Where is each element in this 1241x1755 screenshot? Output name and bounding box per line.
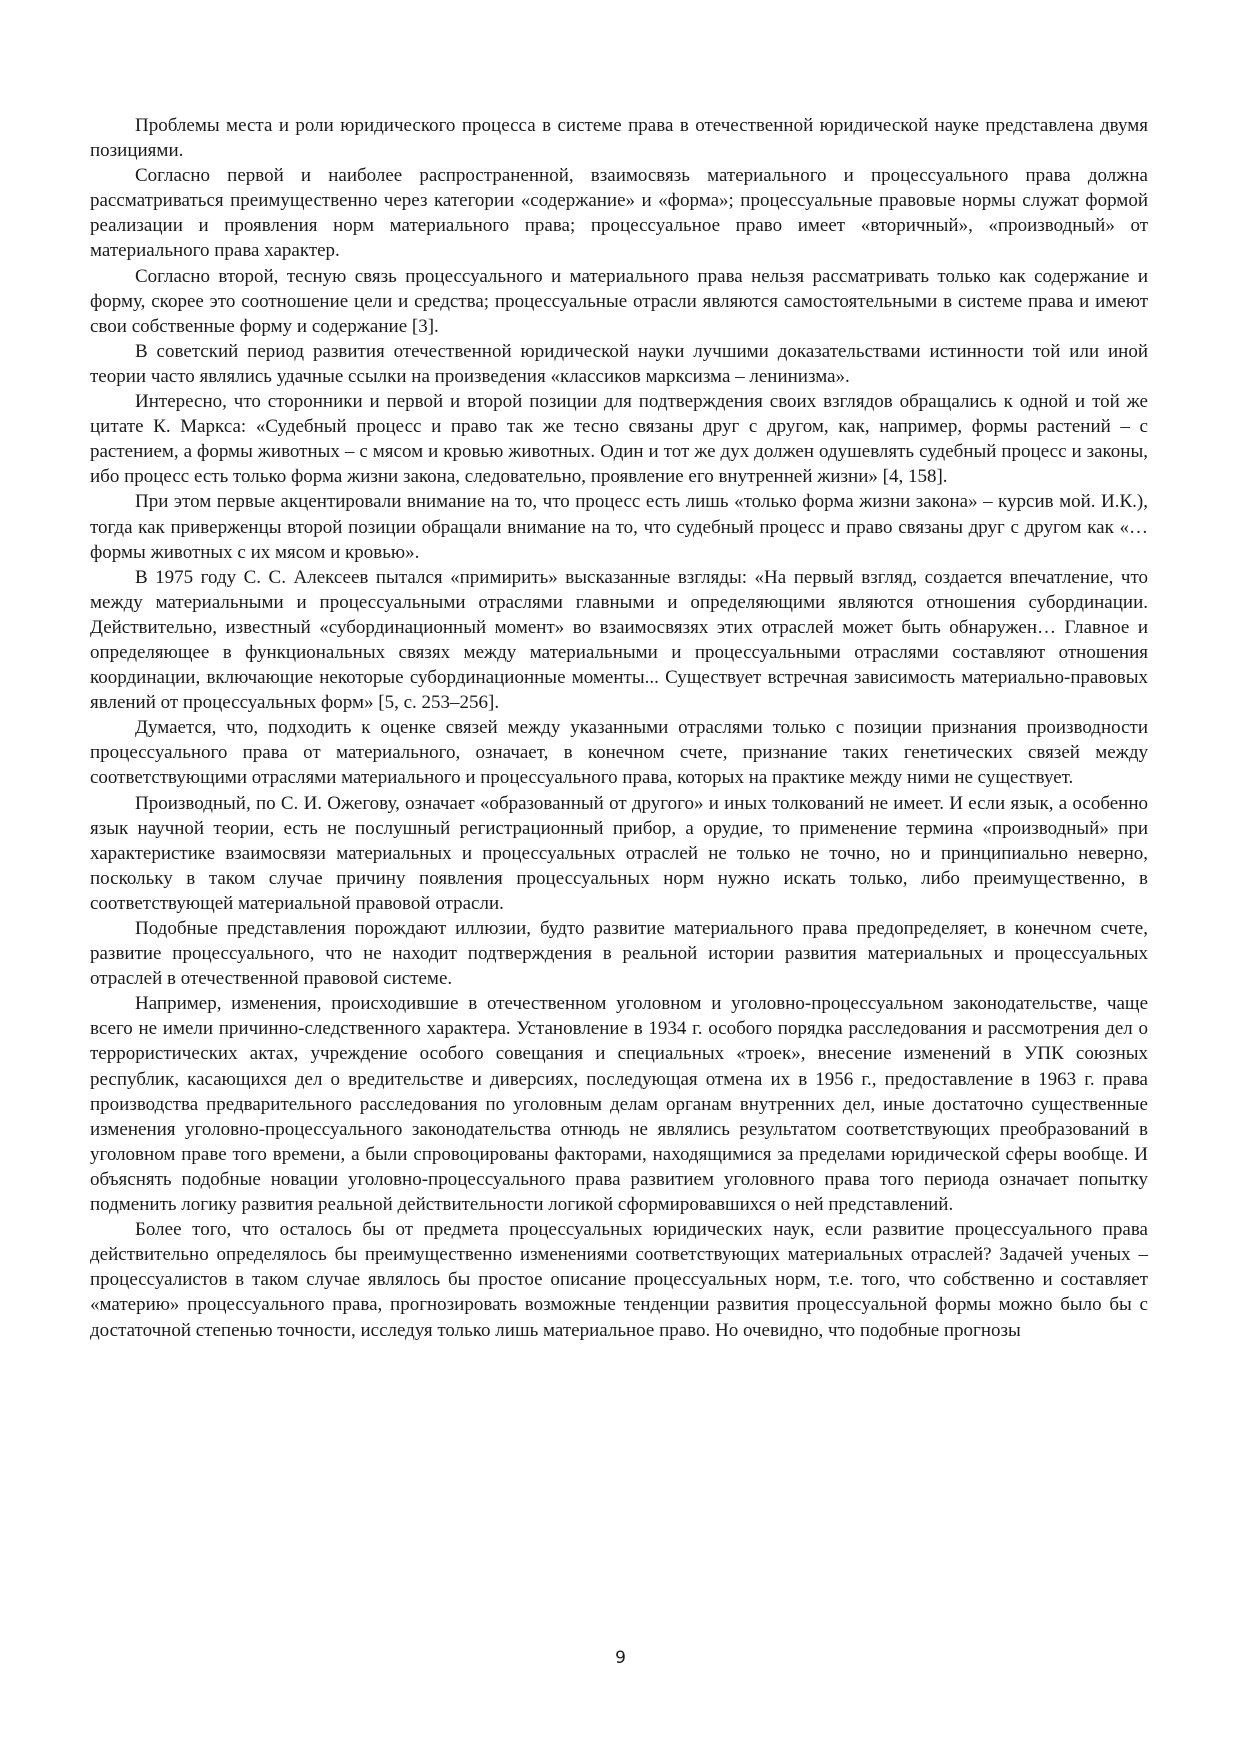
paragraph-11: Например, изменения, происходившие в отечественном уголовном и уголовно-процессуальном законодательстве, чаще всего не имели причинно-следственного характера. Установление в 1934 г. особого порядка расследования и рассмотрения дел о террористических актах, учреждение особого совещания и специальных «троек», внесение изменений в УПК союзных республик, касающихся дел о вредительстве и диверсиях, последующая отмена их в 1956 г., предоставление в 1963 г. права производства предварительного расследования по уголовным делам органам внутренних дел, иные достаточно существенные изменения уголовно-процессуального законодательства отнюдь не являлись результатом соответствующих преобразований в уголовном праве того времени, а были спровоцированы факторами, находящимися за пределами юридической сферы вообще. И объяснять подобные новации уголовно-процессуального права развитием уголовного права того периода означает попытку подменить логику развития реальной действительности логикой сформировавшихся о ней представлений.: [90, 993, 1148, 1216]
paragraph-2: Согласно первой и наиболее распространенной, взаимосвязь материального и процессуального права должна рассматриваться преимущественно через категории «содержание» и «форма»; процессуальные правовые нормы служат формой реализации и проявления норм материального права; процессуальное право имеет «вторичный», «производный» от материального права характер.: [90, 165, 1148, 262]
body-text: [90, 113, 1148, 1343]
paragraph-3: Согласно второй, тесную связь процессуального и материального права нельзя рассматривать только как содержание и форму, скорее это соотношение цели и средства; процессуальные отрасли являются самостоятельными в системе права и имеют свои собственные форму и содержание [3].: [90, 265, 1148, 337]
paragraph-5: Интересно, что сторонники и первой и второй позиции для подтверждения своих взглядов обращались к одной и той же цитате К. Маркса: «Судебный процесс и право так же тесно связаны друг с другом, как, например, формы растений – с растением, а формы животных – с мясом и кровью животных. Один и тот же дух должен одушевлять судебный процесс и законы, ибо процесс есть только форма жизни закона, следовательно, проявление его внутренней жизни» [4, 158].: [90, 391, 1148, 488]
paragraph-1: Проблемы места и роли юридического процесса в системе права в отечественной юридической науке представлена двумя позициями.: [90, 115, 1148, 162]
paragraph-4: В советский период развития отечественной юридической науки лучшими доказательствами истинности той или иной теории часто являлись удачные ссылки на произведения «классиков марксизма – ленинизма».: [90, 340, 1148, 387]
paragraph-10: Подобные представления порождают иллюзии, будто развитие материального права предопределяет, в конечном счете, развитие процессуального, что не находит подтверждения в реальной истории развития материальных и процессуальных отраслей в отечественной правовой системе.: [90, 918, 1148, 990]
paragraph-7: В 1975 году С. С. Алексеев пытался «примирить» высказанные взгляды: «На первый взгляд, создается впечатление, что между материальными и процессуальными отраслями главными и определяющими являются отношения субординации. Действительно, известный «субординационный момент» во взаимосвязях этих отраслей может быть обнаружен… Главное и определяющее в функциональных связях между материальными и процессуальными отраслями составляют отношения координации, включающие некоторые субординационные моменты... Существует встречная зависимость материально-правовых явлений от процессуальных форм» [5, с. 253–256].: [90, 566, 1148, 714]
paragraph-8: Думается, что, подходить к оценке связей между указанными отраслями только с позиции признания производности процессуального права от материального, означает, в конечном счете, признание таких генетических связей между соответствующими отраслями материального и процессуального права, которых на практике между ними не существует.: [90, 717, 1148, 789]
page-number: 9: [615, 1648, 626, 1668]
paragraph-12: Более того, что осталось бы от предмета процессуальных юридических наук, если развитие процессуального права действительно определялось бы преимущественно изменениями соответствующих материальных отраслей? Задачей ученых – процессуалистов в таком случае являлось бы простое описание процессуальных норм, т.е. того, что собственно и составляет «материю» процессуального права, прогнозировать возможные тенденции развития процессуальной формы можно было бы с достаточной степенью точности, исследуя только лишь материальное право. Но очевидно, что подобные прогнозы: [90, 1219, 1148, 1341]
paragraph-6: При этом первые акцентировали внимание на то, что процесс есть лишь «только форма жизни закона» – курсив мой. И.К.), тогда как приверженцы второй позиции обращали внимание на то, что судебный процесс и право связаны друг с другом как «…формы животных с их мясом и кровью».: [90, 491, 1148, 563]
paragraph-9: Производный, по С. И. Ожегову, означает «образованный от другого» и иных толкований не имеет. И если язык, а особенно язык научной теории, есть не послушный регистрационный прибор, а орудие, то применение термина «производный» при характеристике взаимосвязи материальных и процессуальных отраслей не только не точно, но и принципиально неверно, поскольку в таком случае причину появления процессуальных норм нужно искать только, либо преимущественно, в соответствующей материальной правовой отрасли.: [90, 792, 1148, 914]
